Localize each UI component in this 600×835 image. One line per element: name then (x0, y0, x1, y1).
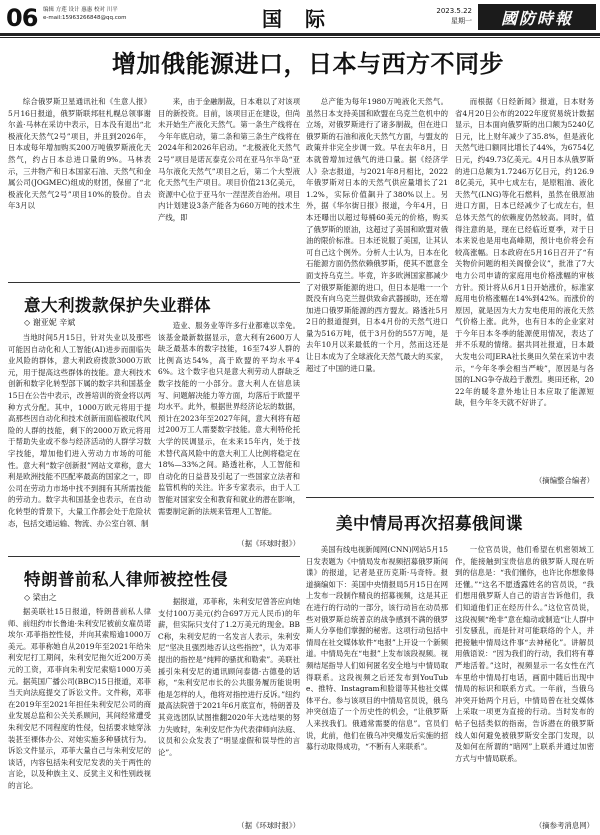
divider (8, 282, 300, 283)
article4-text-1: 据美联社15日报道，特朗普前私人律师、前纽约市长鲁迪·朱利安尼被前女雇员诺埃尔·邓菲指控性侵，并向其索赔逾1000万美元。邓菲称她自从2019年至2021年给朱利安尼打工期间，朱利安尼拖欠近200万美元的工资，邓菲向朱利安尼索赔1000万美元。据英国广播公司(BBC)15日报道，邓菲当天向法庭提交了诉讼文件。文件称，邓菲在2019年至2021年担任朱利安尼公司的商业发展总监和公关关系顾问，其间经常遭受朱利安尼不同程度的性侵，包括要求她穿泳装甚至裸体办公、对她实施多种骚扰行为。诉讼文件显示，邓菲大量自己与朱利安尼的谈话，内容包括朱利安尼发表的关于两性的言论，以及种族主义、反犹主义和性别歧视的言论。 (8, 607, 151, 790)
article3-column-2 (455, 544, 594, 820)
article1-text-1: 综合俄罗斯卫星通讯社和《生意人报》5月16日报道，俄罗斯联邦驻札幌总领事谢尔盖·马林在采访中表示，日本没有退出“北极液化天然气2号”项目，并且到2026年，日本或每年增加购买200万吨俄罗斯液化天然气，约占日本总进口量的9%。马林表示，三井物产和日本国家石油、天然气和金属公司(JOGMEC)组成的财团，保留了“北极液化天然气2号”项目10%的股份。自去年3月以 (8, 97, 151, 211)
article1-column-2 (158, 96, 300, 278)
divider (306, 497, 594, 498)
article1-column-3 (306, 96, 448, 496)
page-number: 06 (6, 4, 38, 32)
article3-text-2: 一位官员说，他们希望在机密领域工作，能接触到宝贵信息的俄罗斯人现在听到的信息是：“我们懂你，也许比你想象得还懂。”“这名不愿透露姓名的官员说，“我们想用俄罗斯人自己的语言告诉他们，我们知道他们正在经历什么。”这位官员说，这段视频“绝非”意在煽动或制造“让人群中引发骚乱，而是针对可能联络的个人，并把接触中情局这件事“去神秘化”。讲解员用俄语说：“因为我们的行动，我们将有尊严地活着。”这时，视频显示一名女性在汽车里给中情局打电话，画面中随后出现中情局的标识和联系方式。一年前，当俄乌冲突开始两个月后，中情局曾在社交媒体上采取一项更为直接的行动。当时发布的帖子包括类似的指南，告诉潜在的俄罗斯线人如何避免被俄罗斯安全部门发现，以及如何在所谓的“暗网”上联系并通过加密方式与中情局联系。 (455, 545, 594, 763)
article2-headline: 意大利拨款保护失业群体 (24, 296, 211, 315)
article2-byline: ◇ 谢亚妮 辛斌 (24, 318, 76, 327)
article1-headline: 增加俄能源进口，日本与西方不同步 (112, 50, 504, 78)
article2-source: （据《环球时报》） (237, 539, 300, 548)
article2-text-1: 当地时间5月15日，针对失业以及那些可能因自动化和人工智能(AI)进步而面临失业风险的群体，意大利政府拨款3000万欧元，用于提高这些群体的技能。意大利技术创新和数字化转型部下属的数字共和国基金15日在公告中表示，改善培训的资金将以两种方式分配。其中，1000万欧元将用于提高那些因自动化和技术创新而面临被取代风险的人群的技能，剩下的2000万欧元将用于帮助失业或不参与经济活动的人群学习数字技能，增加他们进入劳动力市场的可能性。意大利“数字创新报”网站文章称，意大利是欧洲技能不匹配率最高的国家之一，即公司在劳动力市场中找不到拥有其所需技能的劳动力。数字共和国基金也表示，在自动化转型的背景下，大量工作都会处于危险状态，包括交通运输、物流、办公室白领、制 (8, 333, 151, 528)
article4-source: （据《环球时报》） (237, 821, 300, 830)
masthead-rule (0, 33, 600, 36)
article1-column-4 (455, 96, 594, 472)
article1-text-2: 来，由于金融制裁，日本难以了对该项目的新投资。目前，该项目正在建设，但尚未开始生产液化天然气。第一条生产线将在今年年底启动，第二条和第三条生产线将在2024年和2026年启动。“北极液化天然气2号”项目是诺瓦泰克公司在亚马尔半岛“亚马尔液化天然气”项目之后，第二个大型液化天然气生产项目。项目价值213亿美元，资源中心位于亚马尔一涅涅茨自治州。项目内计划建设3条产能各为660万吨的技术生产线，即 (158, 97, 300, 222)
article3-text-1: 美国有线电视新闻网(CNN)网站5月15日发表题为《中情局发布视频招募俄罗斯间谍》的报道，记者是亚历克斯·马奇特。报道摘编如下：美国中央情报局5月15日在网上发布一段制作精良的招募视频，这是其正在进行的行动的一部分，该行动旨在动员那些对俄罗斯总统普京的战争感到不满的俄罗斯人分享他们掌握的秘密。这项行动包括中情局在社交媒体软件“电报”上开设一个新频道。中情局先在“电报”上发布该段视频。视频结尾指导人们如何匿名安全地与中情局取得联系。这段视频之后还发布到YouTube、推特、Instagram和脸谱等其他社交媒体平台。参与该项目的中情局官员说，俄乌冲突创造了一个历史性的机会，“让俄罗斯人来找我们。俄通常需要的信息”。官员们说，此前，他们在俄乌冲突爆发后实施的招募行动取得成功，“不断有人来联系”。 (306, 545, 448, 752)
article4-byline: ◇ 梁由之 (24, 593, 57, 602)
article1-text-3: 总产能为每年1980万吨液化天然气。虽然日本支持美国和欧盟在乌克兰危机中的立场，对俄罗斯进行了诸多制裁，但在进口俄罗斯的石油和液化天然气方面，与盟友的政策并非完全步调一致。早在去年8月，日本就曾增加过俄气的进口量。据《经济学人》杂志报道，与2021年8月相比，2022年俄罗斯对日本的天然气供应量增长了211.2%，实际价值飙升了380%以上。另外，据《华尔街日报》报道，今年4月，日本还曝出以超过每桶60美元的价格，购买了俄罗斯的原油，这超过了美国和欧盟对俄油的限价标准。日本还说服了美国，让其认可自己这个例外。分析人士认为，日本在化石能源方面仍然依赖俄罗斯，使其不愿意全面支持乌克兰。毕竟，许多欧洲国家都减少了对俄罗斯能源的进口，但日本是唯一一个既没有向乌克兰提供致命武器援助，还在增加进口俄罗斯能源的西方盟友。路透社5月2日的报道提到，日本4月份的天然气进口量为516万吨，低于3月份的557万吨，是去年10月以来最低的一个月，然而这还是让日本成为了全球液化天然气最大的买家，超过了中国的进口量。 (306, 97, 448, 373)
article2-text-2: 造业、服务业等许多行业都难以幸免。该基金最新数据显示，意大利有2600万人缺乏最基本的数字技能，16至74岁人群的比例高达54%，高于欧盟的平均水平46%。这个数字也只是意大利劳动人群缺乏数字技能的一小部分。意大利人在信息读写、问题解决能力等方面，均落后于欧盟平均水平。此外，根据世界经济论坛的数据，预计在2023年至2027年间，意大利将有超过200万工人需要数字技能。意大利特伦托大学的民调显示，在未来15年内，处于技术替代高风险中的意大利工人比例将稳定在18%—33%之间。路透社称，人工智能和自动化的日益普及引起了一些国家立法者和监管机构的关注。许多专家表示，由于人工智能对国家安全和教育和就业的潜在影响，需要制定新的法规来管理人工智能。 (158, 321, 300, 516)
masthead-rule-thin (0, 37, 600, 38)
article2-column-1 (8, 332, 151, 550)
article3-source: （摘参考消息网） (534, 821, 594, 830)
editor-credits (43, 6, 126, 22)
credits-line-2: e-mail:15963266848@qq.com (43, 15, 127, 21)
issue-date: 2023.5.22 (436, 7, 472, 15)
issue-weekday: 星期一 (451, 17, 472, 25)
credits-line-1: 编辑 方莲 设计 惠惠 校对 川平 (43, 7, 118, 13)
article3-column-1 (306, 544, 448, 834)
newspaper-logo: 國防時報 (478, 4, 596, 30)
issue-date-block (414, 6, 472, 26)
article4-column-1 (8, 606, 151, 834)
article4-text-2: 据报道，邓菲称，朱利安尼曾答应向她支付100万美元(约合697万元人民币)的年薪，但实际只支付了1.2万美元的现金。BBC称，朱利安尼的一名发言人表示，朱利安尼“坚决且强烈地否认这些指控”，认为邓菲提出的指控是“纯粹的骚扰和勒索”。美联社援引朱利安尼的通讯顾问泰德·古德曼的话称，“朱利安尼市长的公共服务履历能说明他是怎样的人，他将对指控进行反诉。”纽约最高法院曾于2021年6月底宣布，特朗普及其竞选团队试图推翻2020年大选结果的努力失败时，朱利安尼作为代表律师向法庭、议员和公众发表了“明显虚假和误导性的言论”。 (158, 597, 300, 757)
article1-source: （摘编整合编者） (534, 476, 594, 485)
article1-text-4: 而根据《日经新闻》报道，日本财务省4月20日公布的2022年度贸易统计数据显示，日本面向俄罗斯的出口额为5240亿日元，比上财年减少了35.8%，但是液化天然气进口额同比增长了44%，为6754亿日元，约49.73亿美元。4月日本从俄罗斯的进口总额为1.7246万亿日元，约126.98亿美元，其中七成左右，是原粗油、液化天然气(LNG)等化石燃料，虽然在俄原油进口方面，日本已经减少了七成左右，但总体天然气的依赖度仍然较高。同时，值得注意的是，现在已经临近夏季，对于日本来说也是用电高峰期，预计电价将会有较高涨幅。日本政府在5月16日召开了“有关物价问题的相关阁僚会议”，批准了7大电力公司申请的家庭用电价格涨幅的审核方针。预计将从6月1日开始涨价，标准家庭用电价格涨幅在14%到42%。而涨价的原因，就是因为大力发电使用的液化天然气价格上涨。此外，也有日本的企业家对于今年日本冬季的能源使用情况，表达了并不乐观的情绪。据共同社报道，日本最大发电公司JERA社长奥田久荣在采访中表示，“今年冬季会相当严峻”，原因是与各国的LNG争夺战趋于激烈。奥田还称，2022年的暖冬意外地让日本应取了能源短缺，但今年冬天就不好讲了。 (455, 97, 594, 408)
divider (8, 556, 300, 557)
article4-headline: 特朗普前私人律师被控性侵 (24, 570, 228, 589)
article2-authors: 谢亚妮 辛斌 (32, 318, 76, 327)
article2-column-2 (158, 320, 300, 538)
article1-column-1 (8, 96, 151, 278)
article4-column-2 (158, 596, 300, 820)
section-title: 国 际 (262, 7, 333, 31)
article4-author: 梁由之 (32, 593, 57, 602)
article3-headline: 美中情局再次招募俄间谍 (336, 514, 523, 533)
